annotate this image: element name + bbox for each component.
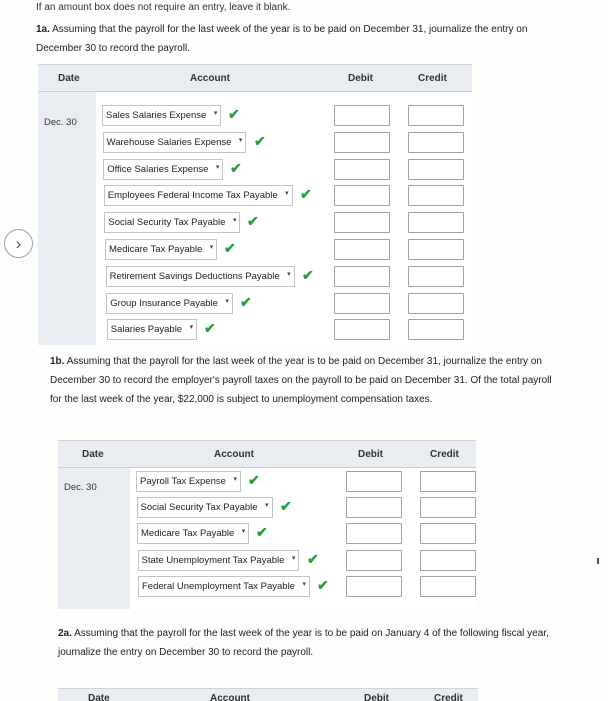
header-date: Date xyxy=(82,449,104,460)
chevron-down-icon: ▾ xyxy=(285,190,289,198)
account-select[interactable] xyxy=(136,471,241,492)
prompt-1a-line-2: December 30 to record the payroll. xyxy=(36,43,190,54)
header-account: Account xyxy=(190,73,230,84)
prompt-1a xyxy=(36,20,596,58)
debit-input[interactable] xyxy=(334,293,390,314)
chevron-down-icon: ▾ xyxy=(291,554,296,562)
debit-input[interactable] xyxy=(334,266,390,287)
credit-input[interactable] xyxy=(408,105,464,126)
debit-input[interactable] xyxy=(334,239,390,260)
account-select-label: Employees Federal Income Tax Payable xyxy=(107,190,278,202)
header-debit: Debit xyxy=(348,73,373,84)
account-select-label: Payroll Tax Expense xyxy=(140,476,226,487)
account-select[interactable] xyxy=(103,132,247,153)
checkmark-icon: ✔ xyxy=(280,498,292,515)
prompt-1b-number: 1b. xyxy=(50,356,65,367)
credit-input[interactable] xyxy=(420,550,476,571)
account-select[interactable] xyxy=(104,212,240,233)
account-select[interactable] xyxy=(137,523,249,544)
header-credit: Credit xyxy=(418,73,447,84)
journal-table-1b xyxy=(58,440,476,609)
chevron-down-icon: ▾ xyxy=(302,580,306,588)
date-cell: Dec. 30 xyxy=(44,117,77,128)
debit-input[interactable] xyxy=(346,471,402,492)
chevron-down-icon: ▾ xyxy=(225,297,229,305)
header-credit: Credit xyxy=(434,693,463,701)
credit-input[interactable] xyxy=(408,239,464,260)
credit-input[interactable] xyxy=(408,266,464,287)
debit-input[interactable] xyxy=(334,212,390,233)
credit-input[interactable] xyxy=(408,212,464,233)
date-cell: Dec. 30 xyxy=(64,482,97,493)
credit-input[interactable] xyxy=(420,523,476,544)
header-account: Account xyxy=(214,449,254,460)
account-select-label: Social Security Tax Payable xyxy=(140,502,258,514)
checkmark-icon: ✔ xyxy=(256,524,268,541)
checkmark-icon: ✔ xyxy=(254,132,266,149)
header-credit: Credit xyxy=(430,449,459,460)
prompt-2a-line-2: journalize the entry on December 30 to record the payroll. xyxy=(58,647,314,658)
header-date: Date xyxy=(88,693,110,701)
credit-input[interactable] xyxy=(408,319,464,340)
debit-input[interactable] xyxy=(346,576,402,597)
chevron-down-icon: ▾ xyxy=(213,110,218,117)
chevron-down-icon: ▾ xyxy=(238,136,243,144)
checkmark-icon: ✔ xyxy=(248,472,260,488)
prompt-1b-line-3: for the last week of the year, $22,000 is subject to unemployment compensation taxes. xyxy=(50,394,433,405)
prompt-2a-number: 2a. xyxy=(58,628,72,639)
chevron-down-icon: ▾ xyxy=(189,324,194,332)
chevron-down-icon: ▾ xyxy=(209,244,214,251)
account-select-label: Federal Unemployment Tax Payable xyxy=(142,580,295,592)
account-select[interactable] xyxy=(105,239,217,260)
account-select-label: Medicare Tax Payable xyxy=(109,244,203,255)
account-select[interactable] xyxy=(106,266,295,287)
account-select-label: Retirement Savings Deductions Payable xyxy=(109,270,280,282)
chevron-down-icon: ▾ xyxy=(215,163,220,171)
instruction-note: If an amount box does not require an entry, leave it blank. xyxy=(36,2,291,13)
debit-input[interactable] xyxy=(334,132,390,153)
chevron-down-icon: ▾ xyxy=(232,217,237,225)
account-select-label: Office Salaries Expense xyxy=(107,163,209,175)
chevron-down-icon: ▾ xyxy=(233,476,237,483)
credit-input[interactable] xyxy=(408,132,464,153)
account-select-label: Group Insurance Payable xyxy=(110,297,218,309)
journal-table-1a xyxy=(38,64,472,345)
chevron-down-icon: ▾ xyxy=(265,502,269,510)
chevron-down-icon: ▾ xyxy=(287,270,291,278)
prompt-1a-number: 1a. xyxy=(36,24,50,35)
account-select-label: State Unemployment Tax Payable xyxy=(141,554,285,566)
account-select-label: Salaries Payable xyxy=(110,324,183,336)
date-column xyxy=(38,92,96,345)
prompt-1b-line-1: Assuming that the payroll for the last week of the year is to be paid on December 31, journalize the entry on xyxy=(66,356,542,367)
credit-input[interactable] xyxy=(408,159,464,180)
header-debit: Debit xyxy=(358,449,383,460)
checkmark-icon: ✔ xyxy=(307,550,319,567)
checkmark-icon: ✔ xyxy=(228,106,240,122)
account-select-label: Medicare Tax Payable xyxy=(141,528,235,540)
debit-input[interactable] xyxy=(334,105,390,126)
prompt-1b xyxy=(50,352,606,409)
prompt-2a xyxy=(58,624,608,662)
prompt-1b-line-2: December 30 to record the employer's payroll taxes on the payroll to be paid on December 31. Of the total payroll xyxy=(50,375,552,386)
account-select[interactable] xyxy=(137,497,273,518)
checkmark-icon: ✔ xyxy=(317,576,329,593)
table-header xyxy=(58,441,476,468)
checkmark-icon: ✔ xyxy=(247,213,259,230)
account-select[interactable] xyxy=(102,105,221,126)
table-header xyxy=(38,65,472,92)
checkmark-icon: ✔ xyxy=(302,266,314,283)
prompt-1a-line-1: Assuming that the payroll for the last week of the year is to be paid on December 31, journalize the entry on xyxy=(52,24,528,35)
debit-input[interactable] xyxy=(334,319,390,340)
account-select[interactable] xyxy=(138,550,300,571)
checkmark-icon: ✔ xyxy=(230,159,242,176)
chevron-right-icon[interactable]: › xyxy=(4,229,33,258)
account-select-label: Warehouse Salaries Expense xyxy=(106,136,232,148)
account-select[interactable] xyxy=(106,293,233,314)
debit-input[interactable] xyxy=(334,159,390,180)
checkmark-icon: ✔ xyxy=(300,186,312,203)
account-select[interactable] xyxy=(138,576,310,597)
debit-input[interactable] xyxy=(334,185,390,206)
checkmark-icon: ✔ xyxy=(224,240,236,256)
account-select[interactable] xyxy=(103,159,223,180)
debit-input[interactable] xyxy=(346,497,402,518)
account-select[interactable] xyxy=(107,319,197,340)
credit-input[interactable] xyxy=(420,497,476,518)
credit-input[interactable] xyxy=(420,576,476,597)
account-select-label: Social Security Tax Payable xyxy=(108,217,226,229)
account-select-label: Sales Salaries Expense xyxy=(106,110,207,121)
credit-input[interactable] xyxy=(408,293,464,314)
debit-input[interactable] xyxy=(346,523,402,544)
account-select[interactable] xyxy=(104,185,293,206)
credit-input[interactable] xyxy=(420,471,476,492)
credit-input[interactable] xyxy=(408,185,464,206)
debit-input[interactable] xyxy=(346,550,402,571)
chevron-down-icon: ▾ xyxy=(241,528,246,536)
table-header xyxy=(58,689,478,701)
checkmark-icon: ✔ xyxy=(204,320,216,337)
header-debit: Debit xyxy=(364,693,389,701)
header-date: Date xyxy=(58,73,80,84)
checkmark-icon: ✔ xyxy=(240,293,252,310)
journal-table-2a xyxy=(58,688,478,701)
divider-mark xyxy=(597,558,599,564)
prompt-2a-line-1: Assuming that the payroll for the last week of the year is to be paid on January 4 of the following fiscal year, xyxy=(74,628,549,639)
header-account: Account xyxy=(210,693,250,701)
